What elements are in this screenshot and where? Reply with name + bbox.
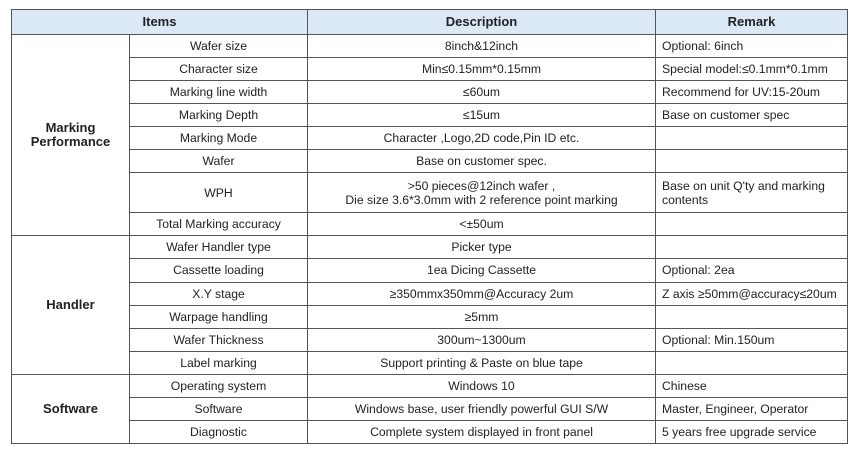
description-cell: ≤60um [308,81,656,104]
item-cell: Warpage handling [130,305,308,328]
remark-cell [656,351,848,374]
description-cell: ≤15um [308,104,656,127]
item-cell: Software [130,397,308,420]
item-cell: Marking line width [130,81,308,104]
spec-table [11,9,848,444]
table-row [12,150,848,173]
description-cell: ≥350mmx350mm@Accuracy 2um [308,282,656,305]
table-row [12,397,848,420]
item-cell: WPH [130,173,308,213]
remark-cell: Z axis ≥50mm@accuracy≤20um [656,282,848,305]
description-cell: ≥5mm [308,305,656,328]
item-cell: Label marking [130,351,308,374]
item-cell: Wafer size [130,35,308,58]
table-row [12,58,848,81]
table-row [12,213,848,236]
description-cell: Support printing & Paste on blue tape [308,351,656,374]
header-description: Description [308,10,656,35]
item-cell: Wafer Handler type [130,236,308,259]
description-cell: 300um~1300um [308,328,656,351]
header-remark: Remark [656,10,848,35]
item-cell: Marking Depth [130,104,308,127]
table-row [12,374,848,397]
remark-cell: Base on customer spec [656,104,848,127]
description-cell: Windows base, user friendly powerful GUI S/W [308,397,656,420]
table-row [12,351,848,374]
table-row [12,328,848,351]
table-row [12,420,848,443]
group-handler: Handler [12,236,130,374]
item-cell: X.Y stage [130,282,308,305]
description-cell: Picker type [308,236,656,259]
group-marking-performance [12,35,130,236]
table-row [12,127,848,150]
remark-cell: Optional: 6inch [656,35,848,58]
header-items: Items [12,10,308,35]
remark-cell [656,127,848,150]
group-label: Marking [45,120,96,136]
table-header-row [12,10,848,35]
remark-cell: Optional: Min.150um [656,328,848,351]
remark-cell: Special model:≤0.1mm*0.1mm [656,58,848,81]
table-row [12,104,848,127]
description-cell: Base on customer spec. [308,150,656,173]
remark-cell [656,150,848,173]
table-row [12,282,848,305]
item-cell: Character size [130,58,308,81]
remark-cell: Optional: 2ea [656,259,848,282]
remark-cell: Master, Engineer, Operator [656,397,848,420]
remark-cell [656,213,848,236]
group-label: Performance [30,134,111,150]
description-cell: Character ,Logo,2D code,Pin ID etc. [308,127,656,150]
remark-line: contents [662,192,709,207]
item-cell: Wafer [130,150,308,173]
remark-cell: Chinese [656,374,848,397]
description-cell [308,173,656,213]
group-software: Software [12,374,130,443]
description-cell: Windows 10 [308,374,656,397]
table-row [12,236,848,259]
description-cell: <±50um [308,213,656,236]
description-cell: Min≤0.15mm*0.15mm [308,58,656,81]
item-cell: Operating system [130,374,308,397]
remark-cell [656,236,848,259]
description-cell: 8inch&12inch [308,35,656,58]
description-cell: Complete system displayed in front panel [308,420,656,443]
item-cell: Diagnostic [130,420,308,443]
remark-cell [656,305,848,328]
table-row [12,35,848,58]
table-row [12,305,848,328]
remark-cell: Recommend for UV:15-20um [656,81,848,104]
item-cell: Cassette loading [130,259,308,282]
remark-cell: 5 years free upgrade service [656,420,848,443]
item-cell: Marking Mode [130,127,308,150]
remark-cell [656,173,848,213]
table-row [12,259,848,282]
description-line: >50 pieces@12inch wafer , [407,178,556,193]
item-cell: Wafer Thickness [130,328,308,351]
remark-line: Base on unit Q'ty and marking [662,178,825,193]
item-cell: Total Marking accuracy [130,213,308,236]
table-row [12,173,848,213]
table-row [12,81,848,104]
description-cell: 1ea Dicing Cassette [308,259,656,282]
description-line: Die size 3.6*3.0mm with 2 reference point marking [345,192,618,207]
